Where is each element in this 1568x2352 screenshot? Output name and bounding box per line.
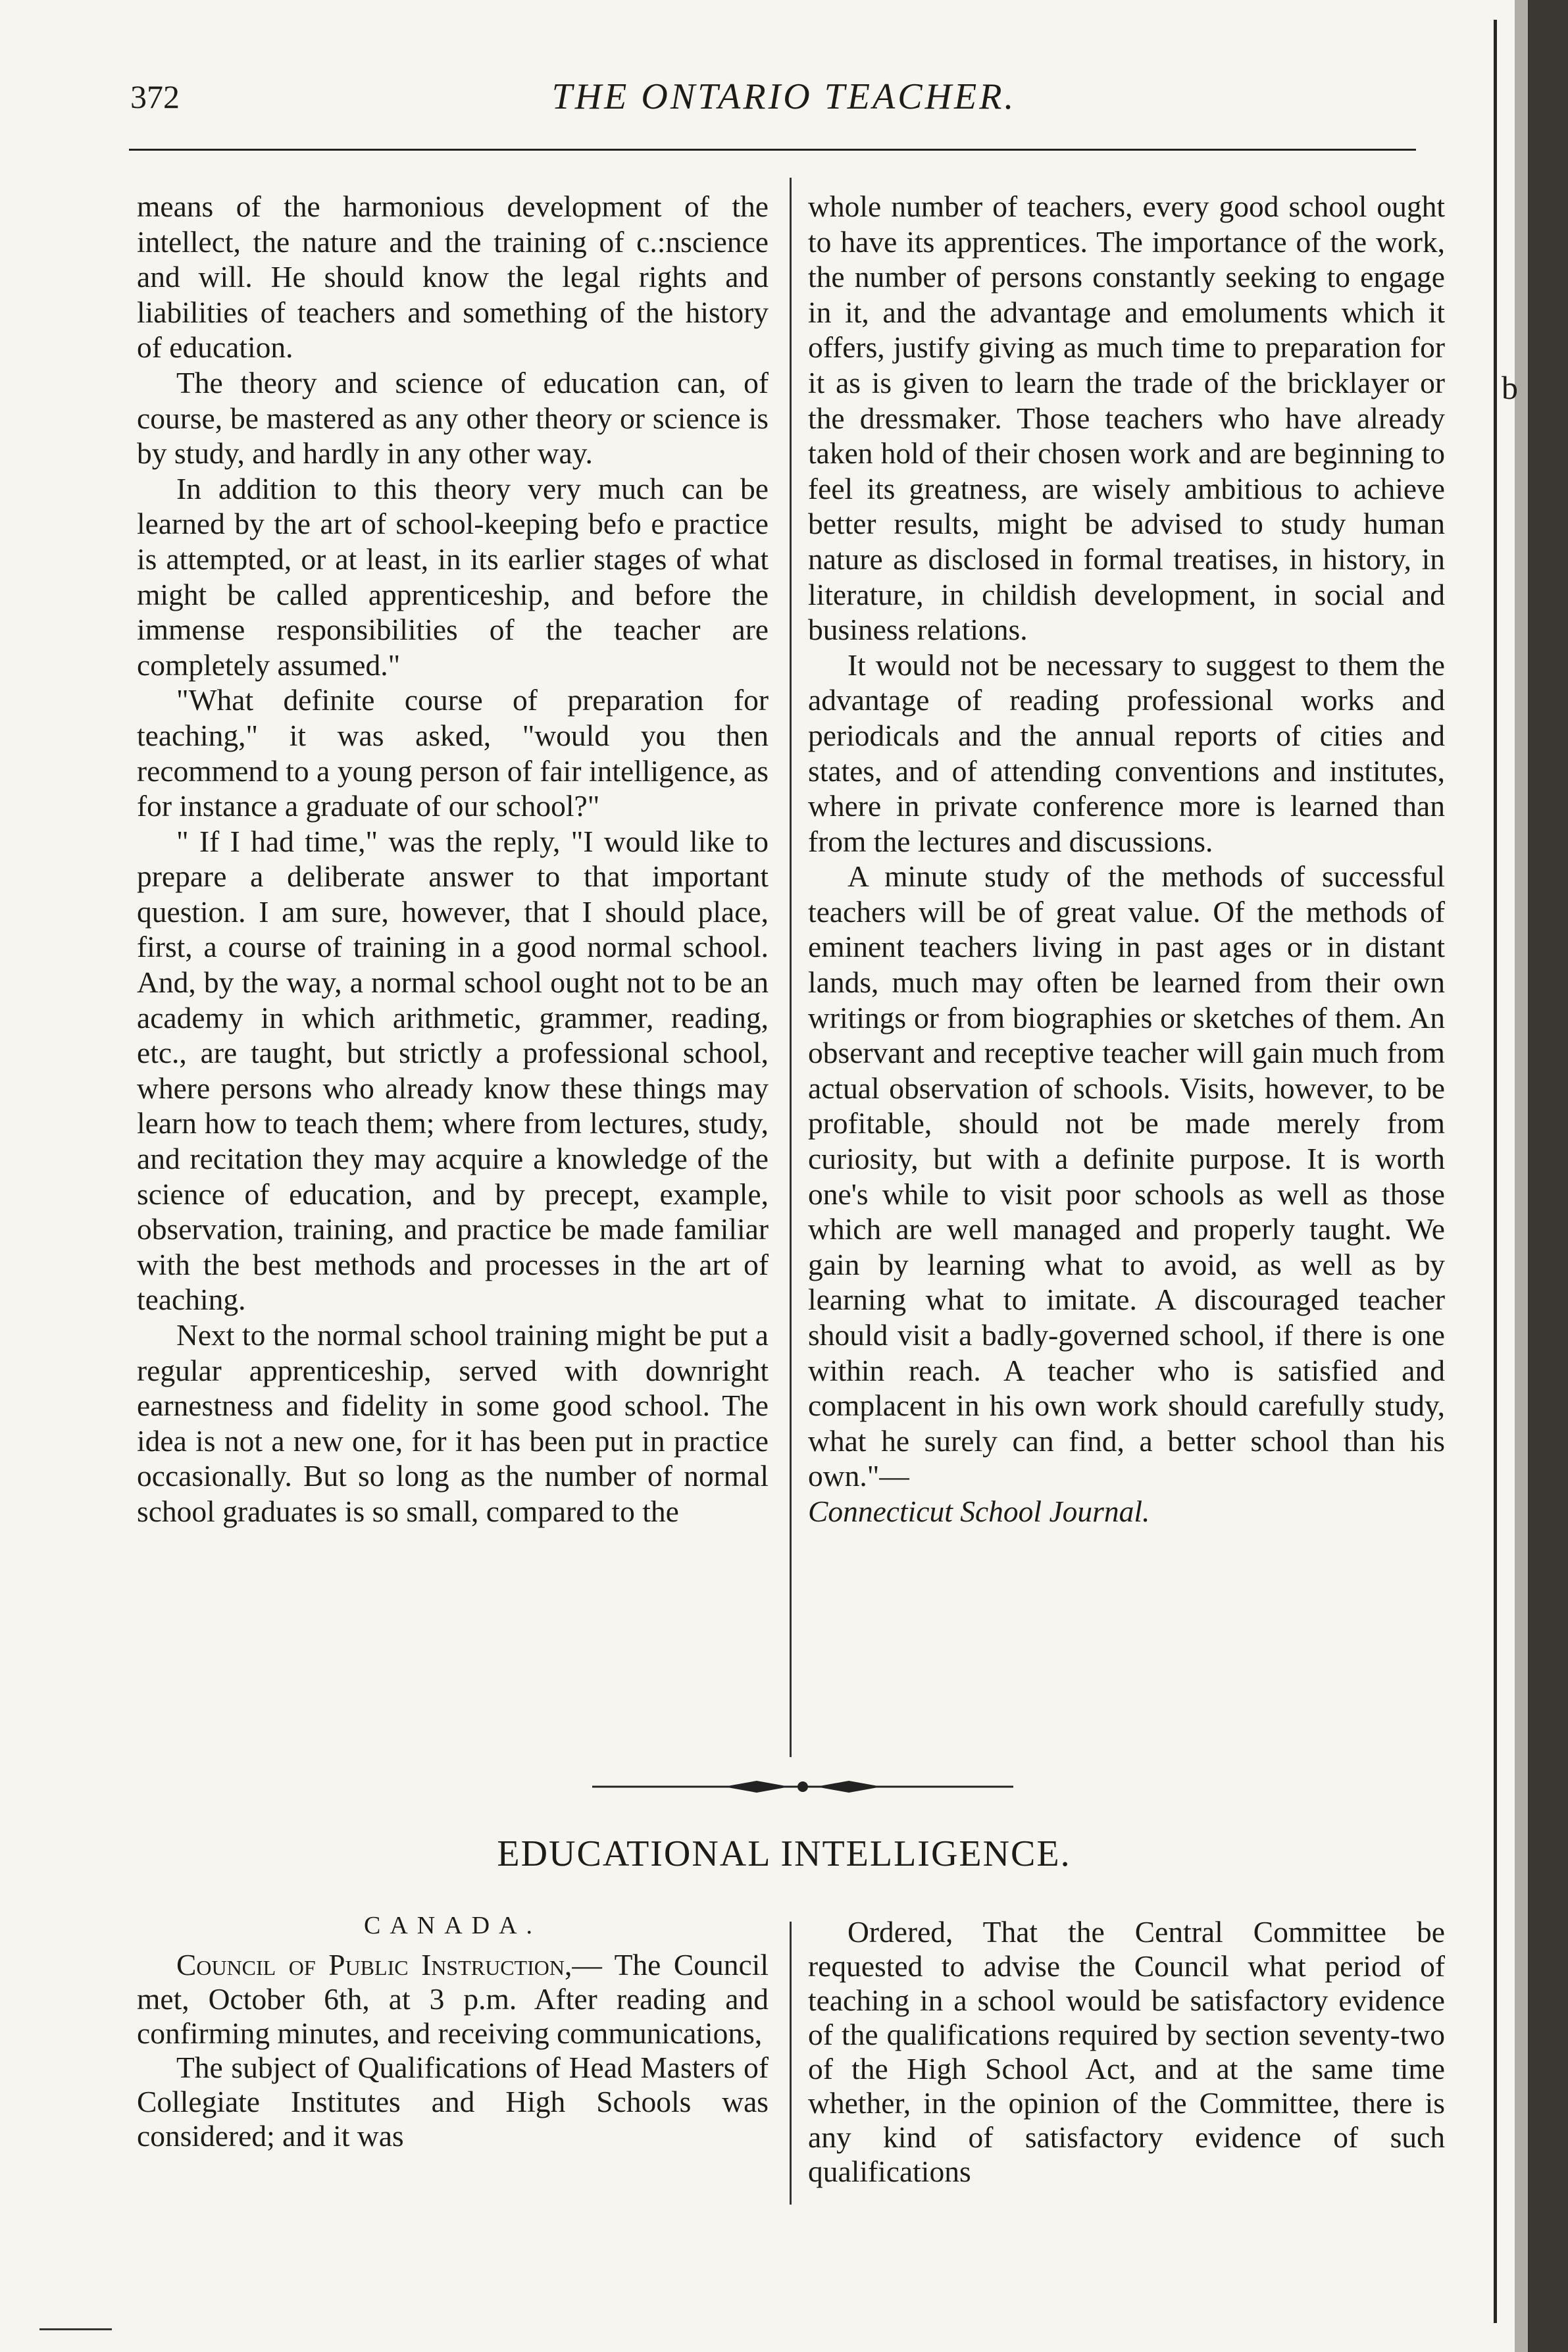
stray-mark: b [1502, 369, 1518, 406]
bottom-edge-rule [39, 2328, 112, 2330]
council-text: The Council met, October 6th, at 3 p.m. After reading and confirming minutes, and receiving communications, [137, 1948, 769, 2050]
section-right-column [808, 1915, 1445, 2189]
header-rule [129, 149, 1416, 151]
paragraph: Next to the normal school training might be put a regular apprenticeship, served with downright earnestness and fidelity in some good school. The idea is not a new one, for it has been put in practice occasionally. But so long as the number of normal school graduates is so small, compared to the [137, 1318, 769, 1528]
binding-edge [1488, 0, 1568, 2352]
article-right-column [808, 189, 1445, 1529]
country-heading: CANADA. [363, 1912, 542, 1939]
paragraph: Ordered, That the Central Committee be requested to advise the Council what period of teaching in a school would be satisfactory evidence of the qualifications required by section seventy-two of the High School Act, and at the same time whether, in the opinion of the Committee, there is any kind of satisfactory evidence of such qualifications [808, 1915, 1445, 2188]
council-heading: Council of Public Instruction,— [176, 1948, 602, 1981]
article-left-column [137, 189, 769, 1529]
paragraph: In addition to this theory very much can be learned by the art of school-keeping befo e practice is attempted, or at least, in its earlier stages of what might be called apprenticeship, and before the immense responsibilities of the teacher are completely assumed." [137, 471, 769, 682]
ornament-divider [592, 1777, 1013, 1797]
paragraph: It would not be necessary to suggest to them the advantage of reading professional works and periodicals and the annual reports of cities and states, and of attending conventions and institutes, where in private conference more is learned than from the lectures and discussions. [808, 648, 1445, 858]
council-paragraph [137, 1948, 769, 2051]
paragraph: The theory and science of education can, of course, be mastered as any other theory or science is by study, and hardly in any other way. [137, 365, 769, 471]
section-title: EDUCATIONAL INTELLIGENCE. [497, 1833, 1071, 1874]
paragraph: "What definite course of preparation for teaching," it was asked, "would you then recommend to a young person of fair intelligence, as for instance a graduate of our school?" [137, 683, 769, 823]
running-head: THE ONTARIO TEACHER. [551, 76, 1017, 117]
paragraph: " If I had time," was the reply, "I would like to prepare a deliberate answer to that important question. I am sure, however, that I should place, first, a course of training in a good normal school. And, by the way, a normal school ought not to be an academy in which arithmetic, grammer, reading, etc., are taught, but strictly a professional school, where persons who already know these things may learn how to teach them; where from lectures, study, and recitation they may acquire a knowledge of the science of education, and by precept, example, observation, training, and practice be made familiar with the best methods and processes in the art of teaching. [137, 824, 769, 1317]
column-divider [790, 178, 792, 1757]
paragraph: means of the harmonious development of the intellect, the nature and the training of c.:nscience and will. He should know the legal rights and liabilities of teachers and something of the history of education. [137, 190, 769, 365]
page-number: 372 [130, 78, 180, 115]
paragraph: The subject of Qualifications of Head Masters of Collegiate Institutes and High Schools was considered; and it was [137, 2051, 769, 2153]
paragraph: A minute study of the methods of successful teachers will be of great value. Of the methods of eminent teachers living in past ages or in distant lands, much may often be learned from their own writings or from biographies or sketches of them. An observant and receptive teacher will gain much from actual observation of schools. Visits, however, to be profitable, should not be made merely from curiosity, but with a definite purpose. It is worth one's while to visit poor schools as well as those which are well managed and properly taught. We gain by learning what to avoid, as well as by learning what to imitate. A discouraged teacher should visit a badly-governed school, if there is one within reach. A teacher who is satisfied and complacent in his own work should carefully study, what he surely can find, a better school than his own."— [808, 859, 1445, 1493]
column-divider [790, 1922, 792, 2205]
section-left-column [137, 1908, 769, 2153]
paragraph: whole number of teachers, every good school ought to have its apprentices. The importance of the work, the number of persons constantly seeking to engage in it, and the advantage and emoluments which it offers, justify giving as much time to preparation for it as is given to learn the trade of the bricklayer or the dressmaker. Those teachers who have already taken hold of their chosen work and are beginning to feel its greatness, are wisely ambitious to achieve better results, might be advised to study human nature as disclosed in formal treatises, in history, in literature, in childish development, in social and business relations. [808, 190, 1445, 647]
attribution: Connecticut School Journal. [808, 1494, 1150, 1528]
